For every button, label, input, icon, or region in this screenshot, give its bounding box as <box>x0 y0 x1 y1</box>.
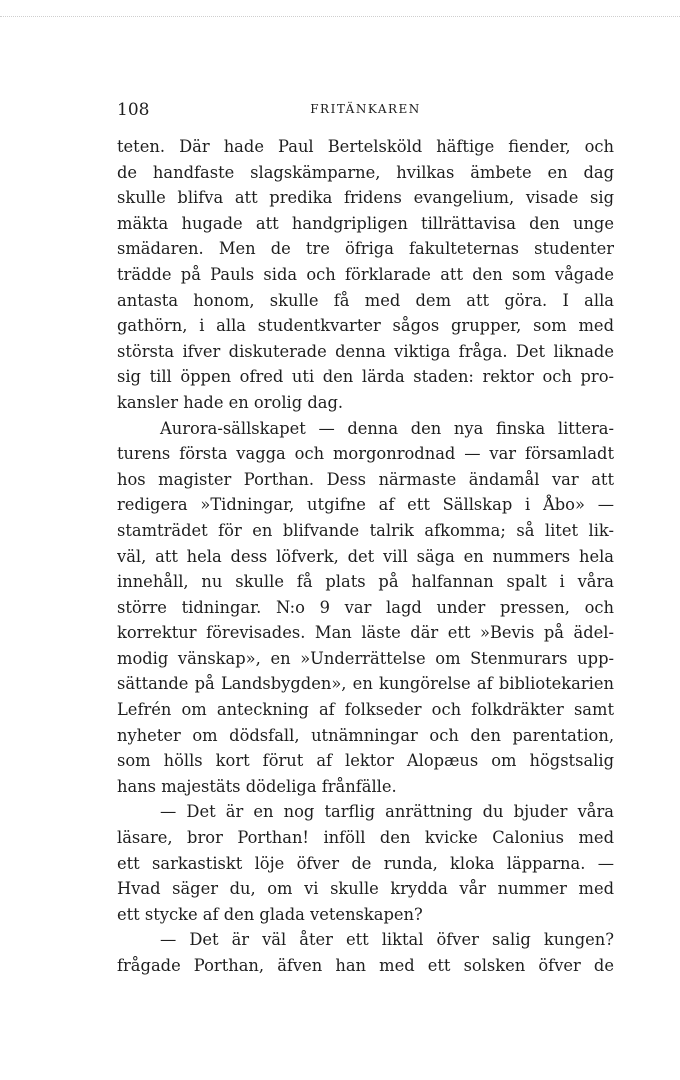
text-line: de handfaste slagskämparne, hvilkas ämbete en dag <box>117 162 614 182</box>
text-line: frågade Porthan, äfven han med ett solsken öfver de <box>117 956 614 975</box>
text-line: trädde på Pauls sida och förklarade att den som vågade <box>117 264 614 284</box>
top-scan-rule <box>0 16 680 17</box>
text-line: modig vänskap», en »Underrättelse om Stenmurars upp- <box>117 648 614 668</box>
text-line: väl, att hela dess löfverk, det vill säga en nummers hela <box>117 546 614 566</box>
text-line: största ifver diskuterade denna viktiga fråga. Det liknade <box>117 341 614 361</box>
text-line: — Det är väl åter ett liktal öfver salig kungen? <box>160 930 614 950</box>
text-line: teten. Där hade Paul Bertelsköld häftige fiender, och <box>117 137 614 156</box>
text-line: hos magister Porthan. Dess närmaste ändamål var att <box>117 469 614 489</box>
text-line: läsare, bror Porthan! inföll den kvicke Calonius med <box>117 828 614 848</box>
text-line: hans majestäts dödeliga frånfälle. <box>117 776 397 796</box>
page-number: 108 <box>117 100 150 120</box>
text-line: ett sarkastiskt löje öfver de runda, kloka läpparna. — <box>117 853 614 873</box>
text-line: större tidningar. N:o 9 var lagd under pressen, och <box>117 597 614 617</box>
text-line: skulle blifva att predika fridens evangelium, visade sig <box>117 188 614 208</box>
text-line: turens första vagga och morgonrodnad — var församladt <box>117 444 614 464</box>
running-header <box>117 92 614 122</box>
text-line: Hvad säger du, om vi skulle krydda vår nummer med <box>117 879 614 899</box>
book-page <box>117 92 614 979</box>
text-line: som hölls kort förut af lektor Alopæus om högstsalig <box>117 751 614 771</box>
text-line: Aurora-sällskapet — denna den nya finska littera- <box>160 418 614 438</box>
text-line: antasta honom, skulle få med dem att göra. I alla <box>117 290 614 310</box>
text-line: redigera »Tidningar, utgifne af ett Sällskap i Åbo» — <box>117 495 614 515</box>
text-line: ett stycke af den glada vetenskapen? <box>117 904 423 924</box>
text-line: gathörn, i alla studentkvarter sågos grupper, som med <box>117 316 614 336</box>
text-line: mäkta hugade att handgripligen tillrättavisa den unge <box>117 213 614 233</box>
body-text <box>117 134 614 979</box>
text-line: sig till öppen ofred uti den lärda staden: rektor och pro- <box>117 367 614 387</box>
text-line: Lefrén om anteckning af folkseder och folkdräkter samt <box>117 700 614 720</box>
text-line: innehåll, nu skulle få plats på halfannan spalt i våra <box>117 572 614 592</box>
text-line: smädaren. Men de tre öfriga fakulteternas studenter <box>117 239 614 259</box>
text-line: kansler hade en orolig dag. <box>117 392 344 412</box>
text-line: — Det är en nog tarflig anrättning du bjuder våra <box>160 802 614 822</box>
text-line: sättande på Landsbygden», en kungörelse af bibliotekarien <box>117 674 614 694</box>
running-title: FRITÄNKAREN <box>310 102 421 116</box>
text-line: korrektur förevisades. Man läste där ett »Bevis på ädel- <box>117 623 614 643</box>
text-line: nyheter om dödsfall, utnämningar och den parentation, <box>117 725 614 745</box>
text-line: stamträdet för en blifvande talrik afkomma; så litet lik- <box>117 520 614 540</box>
